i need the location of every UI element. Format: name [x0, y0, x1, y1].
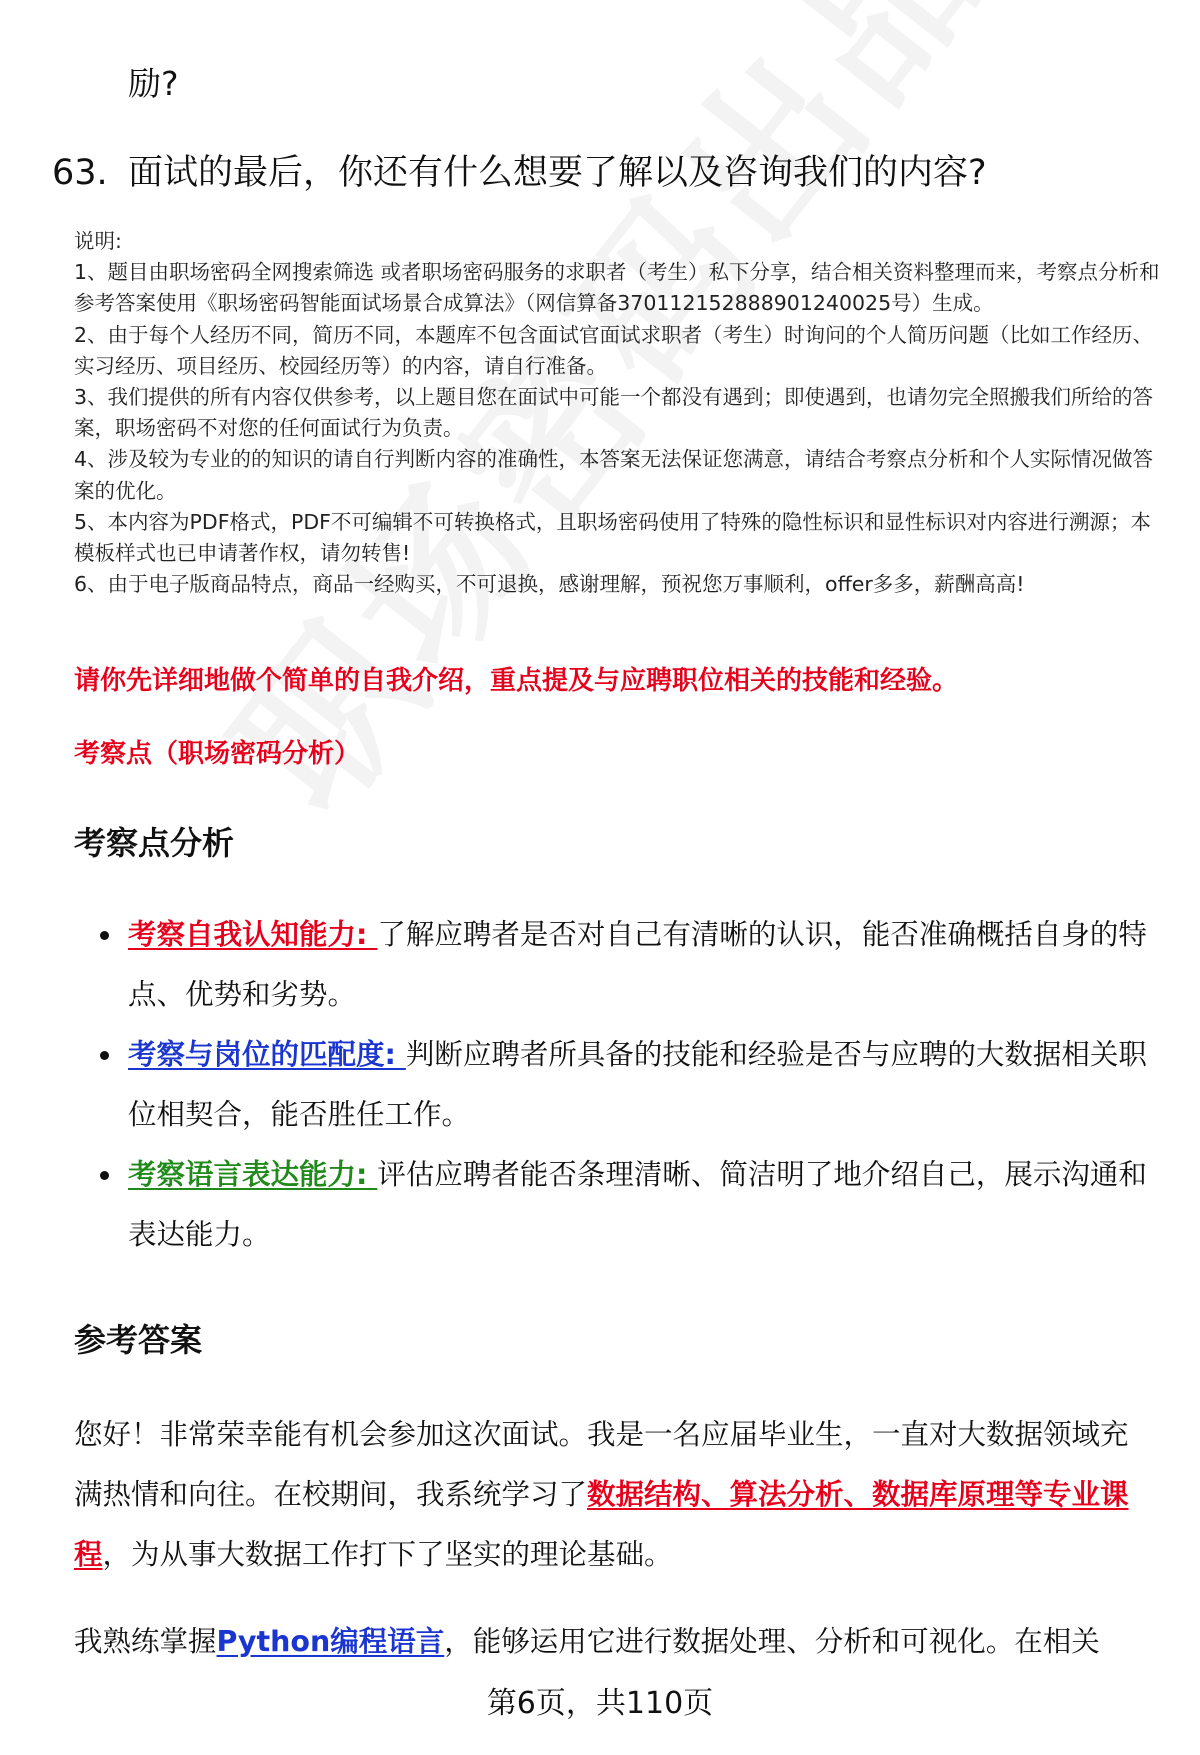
- answer-text: ，为从事大数据工作打下了坚实的理论基础。: [102, 1538, 673, 1571]
- analysis-item-text: 判断应聘者所具备的技能和经验是否与应聘的大数据相关职位相契合，能否胜任工作。: [128, 1038, 1147, 1131]
- analysis-item: [60, 1025, 1160, 1145]
- analysis-heading: 考察点分析: [74, 824, 235, 862]
- note-item: 1、题目由职场密码全网搜索筛选 或者职场密码服务的求职者（考生）私下分享，结合相关资料整理而来，考察点分析和参考答案使用《职场密码智能面试场景合成算法》（网信算备370112152888901240025号）生成。: [74, 260, 1160, 316]
- exam-point-label: 考察点（职场密码分析）: [74, 739, 361, 769]
- answer-text: 您好！非常荣幸能有机会参加这次面试。我是一名应届毕业生，一直对大数据领域充满热情和向往。在校期间，我系统学习了: [74, 1418, 1129, 1511]
- answer-text: 我熟练掌握: [74, 1625, 217, 1658]
- analysis-list: [60, 905, 1160, 1265]
- answer-highlight: Python编程语言: [216, 1625, 445, 1658]
- note-item: 3、我们提供的所有内容仅供参考，以上题目您在面试中可能一个都没有遇到；即使遇到，也请勿完全照搬我们所给的答案，职场密码不对您的任何面试行为负责。: [74, 385, 1154, 441]
- previous-question-tail: 励?: [128, 64, 179, 103]
- analysis-item: [60, 1145, 1160, 1265]
- note-item: 4、涉及较为专业的的知识的请自行判断内容的准确性，本答案无法保证您满意，请结合考察点分析和个人实际情况做答案的优化。: [74, 447, 1154, 503]
- answer-paragraph: [74, 1612, 1154, 1672]
- bullet-icon: [100, 1171, 109, 1180]
- analysis-item-title: 考察语言表达能力:: [128, 1158, 378, 1191]
- question-text: 面试的最后，你还有什么想要了解以及咨询我们的内容?: [128, 153, 987, 193]
- analysis-item-title: 考察与岗位的匹配度:: [128, 1038, 406, 1071]
- bullet-icon: [100, 1051, 109, 1060]
- interview-question: 请你先详细地做个简单的自我介绍，重点提及与应聘职位相关的技能和经验。: [74, 666, 959, 696]
- note-item: 2、由于每个人经历不同，简历不同，本题库不包含面试官面试求职者（考生）时询问的个人简历问题（比如工作经历、实习经历、项目经历、校园经历等）的内容，请自行准备。: [74, 322, 1154, 378]
- answer-heading: 参考答案: [74, 1321, 203, 1359]
- analysis-item-text: 评估应聘者能否条理清晰、简洁明了地介绍自己，展示沟通和表达能力。: [128, 1158, 1147, 1251]
- notes-heading: 说明:: [74, 229, 122, 253]
- note-item: 5、本内容为PDF格式，PDF不可编辑不可转换格式，且职场密码使用了特殊的隐性标识和显性标识对内容进行溯源；本模板样式也已申请著作权，请勿转售!: [74, 509, 1151, 566]
- note-item: 6、由于电子版商品特点，商品一经购买，不可退换，感谢理解，预祝您万事顺利，offer多多，薪酬高高!: [74, 572, 1025, 597]
- answer-text: ，能够运用它进行数据处理、分析和可视化。在相关: [444, 1625, 1100, 1658]
- question-number: 63.: [52, 153, 108, 193]
- page-footer: 第6页，共110页: [486, 1686, 714, 1721]
- analysis-item: [60, 905, 1160, 1025]
- notes-section: [74, 226, 1164, 600]
- answer-highlight: 数据结构、算法分析、数据库原理等专业课程: [74, 1478, 1129, 1571]
- analysis-item-title: 考察自我认知能力:: [128, 918, 378, 951]
- bullet-icon: [100, 931, 109, 940]
- analysis-item-text: 了解应聘者是否对自己有清晰的认识，能否准确概括自身的特点、优势和劣势。: [128, 918, 1147, 1011]
- answer-paragraph: [74, 1405, 1154, 1585]
- question-63: [52, 145, 987, 195]
